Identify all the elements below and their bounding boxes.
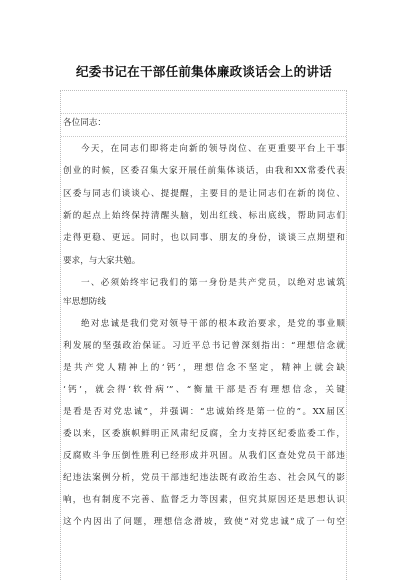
paragraph-line: 绝对忠诚是我们党对领导干部的根本政治要求，是党的事业顺 (81, 319, 345, 329)
document-title: 纪委书记在干部任前集体廉政谈话会上的讲话 (75, 64, 332, 79)
paragraph-line: 新的起点上始终保持清醒头脑，划出红线、标出底线，帮助同志们 (63, 211, 345, 221)
paragraph-line: 创业的时候，区委召集大家开展任前集体谈话，由我和XX常委代表 (63, 166, 345, 176)
paragraph-line: 今天，在同志们即将走向新的领导岗位、在更重要平台上干事 (81, 144, 345, 154)
paragraph-line: 响，也有制度不完善、监督乏力等因素，但究其原因还是思想认识 (63, 495, 345, 505)
paragraph-line: 区委与同志们谈谈心、提提醒，主要目的是让同志们在新的岗位、 (63, 189, 345, 199)
paragraph-line: 纪违法案例分析，党员干部违纪违法既有政治生态、社会风气的影 (63, 473, 345, 483)
paragraph-line: 走得更稳、更远。同时，也以同事、朋友的身份，谈谈三点期望和 (63, 233, 345, 243)
salutation: 各位同志： (63, 118, 106, 128)
section-heading-line: 一、必须始终牢记我们的第一身份是共产党员，以绝对忠诚筑 (81, 278, 345, 288)
section-heading-line: 牢思想防线 (63, 297, 106, 307)
text-frame (60, 90, 347, 580)
paragraph-line: 是共产党人精神上的‘钙’，理想信念不坚定，精神上就会缺 (63, 363, 345, 373)
paragraph-line: 利发展的坚强政治保证。习近平总书记曾深刻指出：“理想信念就 (63, 341, 345, 351)
paragraph-line: 委以来，区委旗帜鲜明正风肃纪反腐，全力支持区纪委监委工作， (63, 429, 345, 439)
paragraph-line: 这个内因出了问题，理想信念滑坡，致使“对党忠诚”成了一句空 (63, 517, 345, 527)
paragraph-line: 要求，与大家共勉。 (63, 256, 141, 266)
paragraph-line: ‘钙’，就会得‘软骨病’”、“衡量干部是否有理想信念，关键 (63, 385, 345, 395)
paragraph-line: 反腐败斗争压倒性胜利已经形成并巩固。从我们区查处党员干部违 (63, 451, 345, 461)
paragraph-line: 是看是否对党忠诚”，并强调：“忠诚始终是第一位的”。XX届区 (63, 407, 345, 417)
